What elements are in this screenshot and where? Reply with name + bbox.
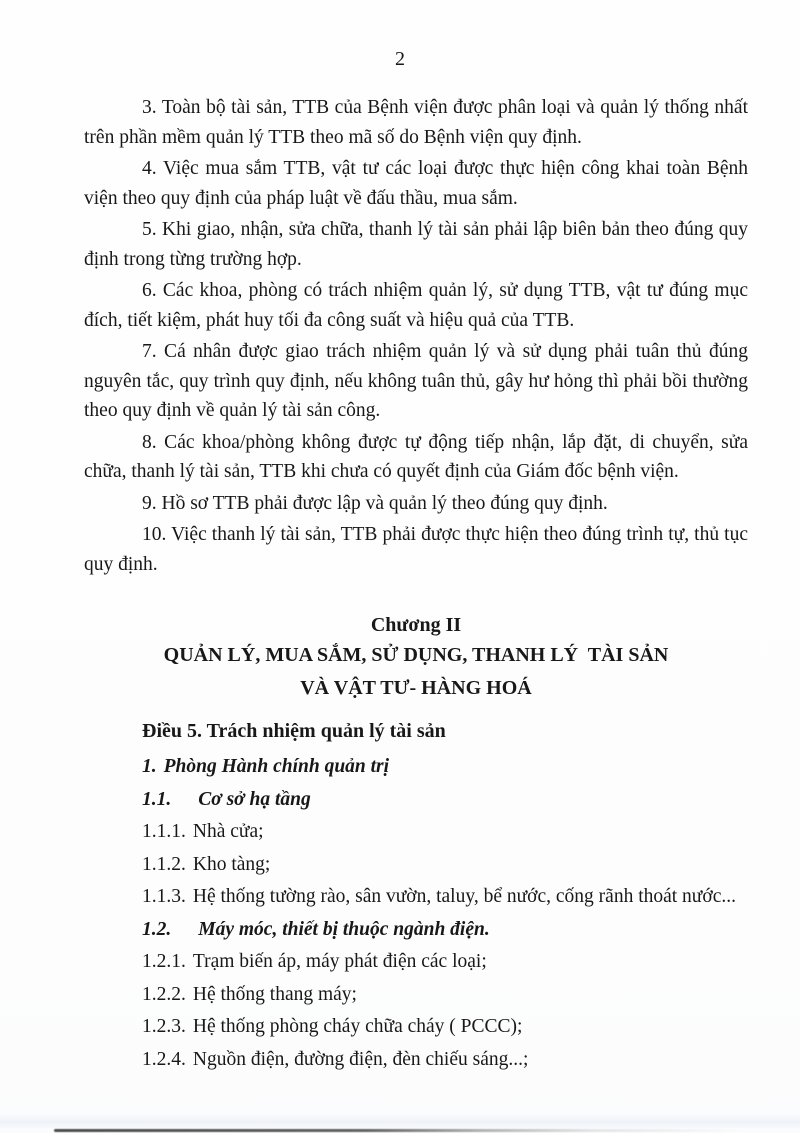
item-text: Máy móc, thiết bị thuộc ngành điện. bbox=[198, 918, 490, 940]
item-text: Kho tàng; bbox=[192, 853, 271, 875]
item-text: Hệ thống thang máy; bbox=[192, 983, 357, 1005]
chapter-title-line1: QUẢN LÝ, MUA SẮM, SỬ DỤNG, THANH LÝ TÀI SẢN bbox=[163, 644, 669, 666]
paragraph-6: 6. Các khoa, phòng có trách nhiệm quản lý, sử dụng TTB, vật tư đúng mục đích, tiết kiệm, phát huy tối đa công suất và hiệu quả của TTB. bbox=[84, 280, 748, 331]
item-text: Nhà cửa; bbox=[192, 821, 264, 842]
list-item bbox=[84, 946, 748, 979]
item-number: 1.2.2. bbox=[142, 983, 186, 1005]
paragraph-5: 5. Khi giao, nhận, sửa chữa, thanh lý tài sản phải lập biên bản theo đúng quy định trong từng trường hợp. bbox=[84, 219, 748, 270]
paragraph-7: 7. Cá nhân được giao trách nhiệm quản lý và sử dụng phải tuân thủ đúng nguyên tắc, quy trình quy định, nếu không tuân thủ, gây hư hỏng thì phải bồi thường theo quy định về quản lý tài sản công. bbox=[84, 341, 748, 421]
item-number: 1.1.3. bbox=[142, 886, 186, 907]
list-item bbox=[84, 1044, 748, 1077]
item-text: Nguồn điện, đường điện, đèn chiếu sáng...; bbox=[192, 1048, 529, 1070]
paragraph-9: 9. Hồ sơ TTB phải được lập và quản lý theo đúng quy định. bbox=[142, 492, 608, 514]
list-item bbox=[84, 914, 748, 947]
scan-smudge-artifact bbox=[0, 1113, 800, 1128]
paragraph-3: 3. Toàn bộ tài sản, TTB của Bệnh viện được phân loại và quản lý thống nhất trên phần mềm quản lý TTB theo mã số do Bệnh viện quy định. bbox=[84, 97, 748, 148]
chapter-label: Chương II bbox=[370, 614, 462, 636]
item-number: 1.2.4. bbox=[142, 1048, 186, 1070]
item-number: 1.2.1. bbox=[142, 951, 186, 972]
page-number: 2 bbox=[395, 48, 405, 70]
paragraph-8: 8. Các khoa/phòng không được tự động tiếp nhận, lắp đặt, di chuyển, sửa chữa, thanh lý tài sản, TTB khi chưa có quyết định của Giám đốc bệnh viện. bbox=[84, 431, 748, 482]
list-item bbox=[84, 784, 748, 817]
paragraph-10: 10. Việc thanh lý tài sản, TTB phải được thực hiện theo đúng trình tự, thủ tục quy định. bbox=[84, 524, 748, 575]
list-item bbox=[84, 751, 748, 784]
list-item bbox=[84, 849, 748, 882]
chapter-title-line2: VÀ VẬT TƯ- HÀNG HOÁ bbox=[300, 677, 532, 699]
list-item bbox=[84, 979, 748, 1012]
item-text: Hệ thống tường rào, sân vườn, taluy, bể nước, cống rãnh thoát nước... bbox=[192, 886, 736, 907]
list-item bbox=[84, 816, 748, 849]
item-text: Hệ thống phòng cháy chữa cháy ( PCCC); bbox=[192, 1016, 523, 1037]
item-text: Phòng Hành chính quản trị bbox=[163, 756, 390, 777]
paragraph-4: 4. Việc mua sắm TTB, vật tư các loại được thực hiện công khai toàn Bệnh viện theo quy định của pháp luật về đấu thầu, mua sắm. bbox=[84, 158, 748, 209]
item-text: Trạm biến áp, máy phát điện các loại; bbox=[192, 951, 487, 972]
article-heading: Điều 5. Trách nhiệm quản lý tài sản bbox=[142, 720, 446, 742]
item-text: Cơ sở hạ tầng bbox=[198, 788, 311, 810]
item-number: 1.1.2. bbox=[142, 853, 186, 875]
item-number: 1.2. bbox=[142, 918, 172, 940]
item-number: 1.2.3. bbox=[142, 1016, 186, 1037]
list-item bbox=[84, 881, 748, 914]
document-body bbox=[84, 93, 748, 1076]
list-item bbox=[84, 1011, 748, 1044]
item-number: 1.1. bbox=[142, 788, 172, 810]
outline-list bbox=[84, 751, 748, 1076]
item-number: 1. bbox=[142, 756, 157, 777]
scan-edge-line-artifact bbox=[54, 1129, 744, 1132]
item-number: 1.1.1. bbox=[142, 821, 186, 842]
